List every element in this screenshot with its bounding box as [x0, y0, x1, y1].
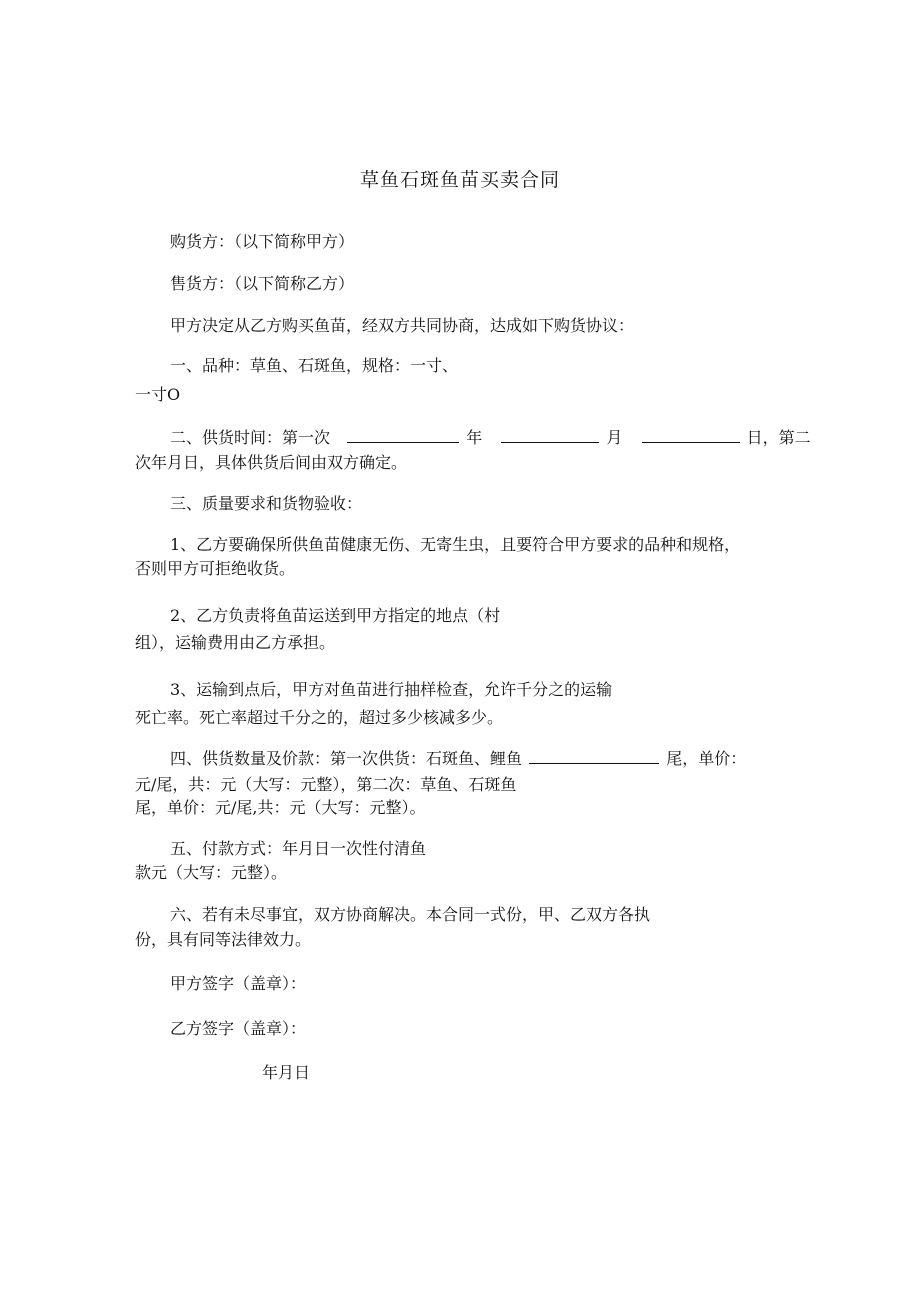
section-3-item-3-line-1: 3、运输到点后，甲方对鱼苗进行抽样检查，允许千分之的运输 [170, 680, 613, 699]
section-3-heading: 三、质量要求和货物验收： [170, 494, 363, 513]
supply-time-label: 二、供货时间：第一次 [170, 428, 331, 447]
buyer-line: 购货方：（以下简称甲方） [170, 232, 355, 251]
page-title: 草鱼石斑鱼苗买卖合同 [359, 169, 560, 191]
signature-date: 年月日 [262, 1063, 311, 1082]
first-quantity-blank[interactable] [529, 748, 659, 764]
section-5-line-1: 五、付款方式：年月日一次性付清鱼 [170, 839, 427, 858]
seller-line: 售货方：（以下简称乙方） [170, 274, 355, 293]
first-month-blank[interactable] [501, 427, 599, 443]
intro-line: 甲方决定从乙方购买鱼苗，经双方共同协商，达成如下购货协议： [170, 316, 635, 335]
unit-price-label: 尾，单价： [666, 749, 747, 768]
section-3-item-1-line-1: 1、乙方要确保所供鱼苗健康无伤、无寄生虫，且要符合甲方要求的品种和规格， [170, 535, 741, 554]
section-1-line-2: 一寸O [135, 385, 181, 404]
month-label: 月 [606, 428, 623, 447]
supply-quantity-label: 四、供货数量及价款：第一次供货：石斑鱼、鲤鱼 [170, 749, 523, 768]
section-4-line-1 [170, 748, 746, 769]
section-4-line-2: 元/尾，共：元（大写：元整），第二次：草鱼、石斑鱼 [135, 775, 517, 794]
section-4-line-3: 尾，单价：元/尾,共：元（大写：元整）。 [135, 798, 426, 817]
day-label: 日，第二 [746, 428, 811, 447]
section-3-item-1-line-2: 否则甲方可拒绝收货。 [135, 559, 296, 578]
section-3-item-2-line-1: 2、乙方负责将鱼苗运送到甲方指定的地点（村 [170, 606, 501, 625]
section-5-line-2: 款元（大写：元整）。 [135, 863, 288, 882]
party-b-signature: 乙方签字（盖章）： [170, 1019, 307, 1038]
first-year-blank[interactable] [347, 427, 459, 443]
section-3-item-2-line-2: 组），运输费用由乙方承担。 [135, 633, 336, 652]
section-6-line-2: 份，具有同等法律效力。 [135, 930, 312, 949]
party-a-signature: 甲方签字（盖章）： [170, 974, 307, 993]
section-2-line-2: 次年月日，具体供货后间由双方确定。 [135, 453, 408, 472]
section-2-line-1 [170, 427, 811, 448]
year-label: 年 [466, 428, 483, 447]
section-3-item-3-line-2: 死亡率。死亡率超过千分之的，超过多少核减多少。 [135, 708, 504, 727]
section-1-line-1: 一、品种：草鱼、石斑鱼，规格：一寸、 [170, 356, 459, 375]
first-day-blank[interactable] [642, 427, 740, 443]
section-6-line-1: 六、若有未尽事宜，双方协商解决。本合同一式份，甲、乙双方各执 [170, 905, 651, 924]
